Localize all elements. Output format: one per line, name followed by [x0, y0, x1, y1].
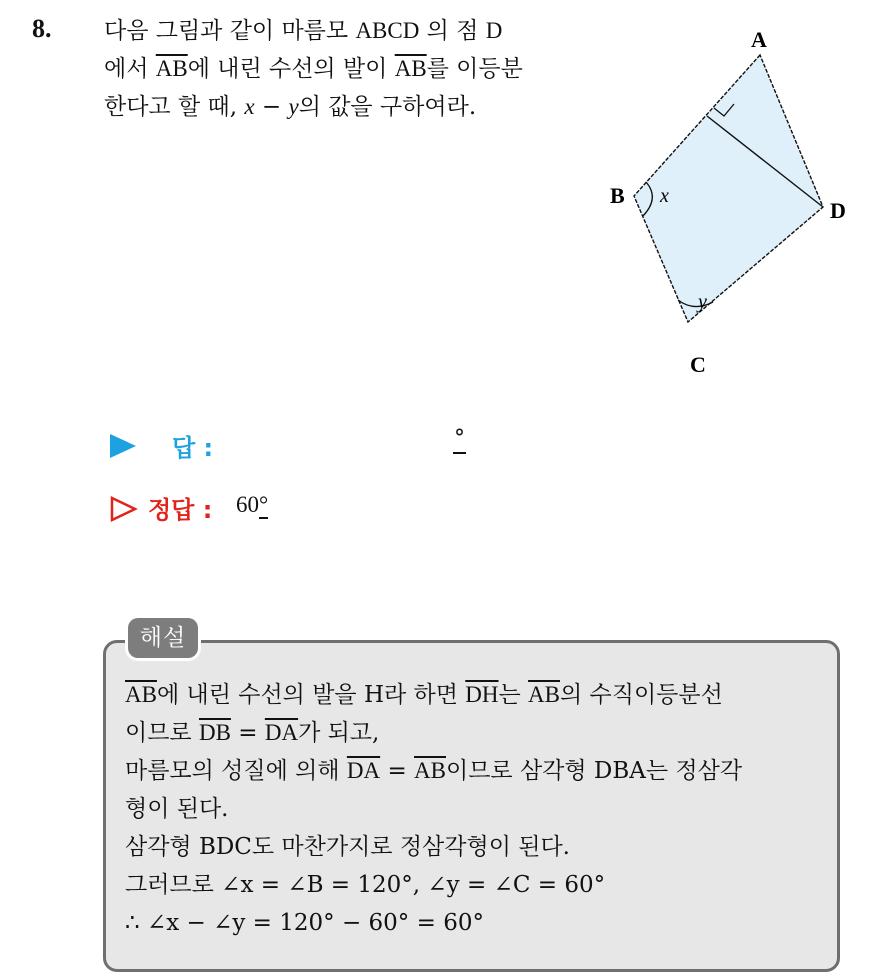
rhombus-figure [600, 20, 860, 380]
outline-triangle-icon [110, 496, 138, 522]
vertex-label-a: A [751, 27, 767, 52]
explanation-line-6: 그러므로 ∠x = ∠B = 120°, ∠y = ∠C = 60° [125, 872, 606, 898]
play-triangle-icon [110, 434, 136, 458]
explanation-line-3: 마름모의 성질에 의해 $\overline{DA} = \overline{AB}$이므로 삼각형 DBA는 정삼각 [125, 758, 743, 784]
angle-y-label: y [698, 291, 707, 313]
vertex-label-c: C [690, 352, 706, 377]
correct-answer-label: 정답 : [148, 496, 213, 524]
vertex-label-b: B [610, 183, 625, 208]
degree-symbol: ° [259, 492, 269, 517]
question-number: 8. [32, 14, 52, 43]
angle-x-label: x [660, 185, 669, 207]
question-line-3: 한다고 할 때, x − y의 값을 구하여라. [104, 94, 477, 120]
segment-ab: $\overline{AB}$ [155, 56, 188, 81]
question-line-2: 에서 $\overline{AB}$에 내린 수선의 발이 $\overline{AB}$를 이등분 [104, 56, 523, 82]
explanation-line-5: 삼각형 BDC도 마찬가지로 정삼각형이 된다. [125, 834, 570, 860]
explanation-line-2: 이므로 $\overline{DB} = \overline{DA}$가 되고, [125, 720, 380, 746]
answer-label: 답 : [172, 434, 214, 462]
question-text [104, 12, 594, 126]
explanation-line-4: 형이 된다. [125, 796, 229, 822]
explanation-tag: 해설 [128, 618, 198, 658]
answer-input-unit[interactable]: ° [453, 426, 466, 454]
explanation-body [125, 676, 835, 942]
vertex-label-d: D [830, 198, 846, 223]
segment-ab: $\overline{AB}$ [394, 56, 427, 81]
explanation-line-7: ∴ ∠x − ∠y = 120° − 60° = 60° [125, 910, 484, 936]
question-line-1: 다음 그림과 같이 마름모 ABCD 의 점 D [104, 18, 503, 44]
explanation-line-1: $\overline{AB}$에 내린 수선의 발을 H라 하면 $\overline{DH}$는 $\overline{AB}$의 수직이등분선 [125, 682, 723, 708]
correct-answer-value: 60° [236, 492, 269, 517]
